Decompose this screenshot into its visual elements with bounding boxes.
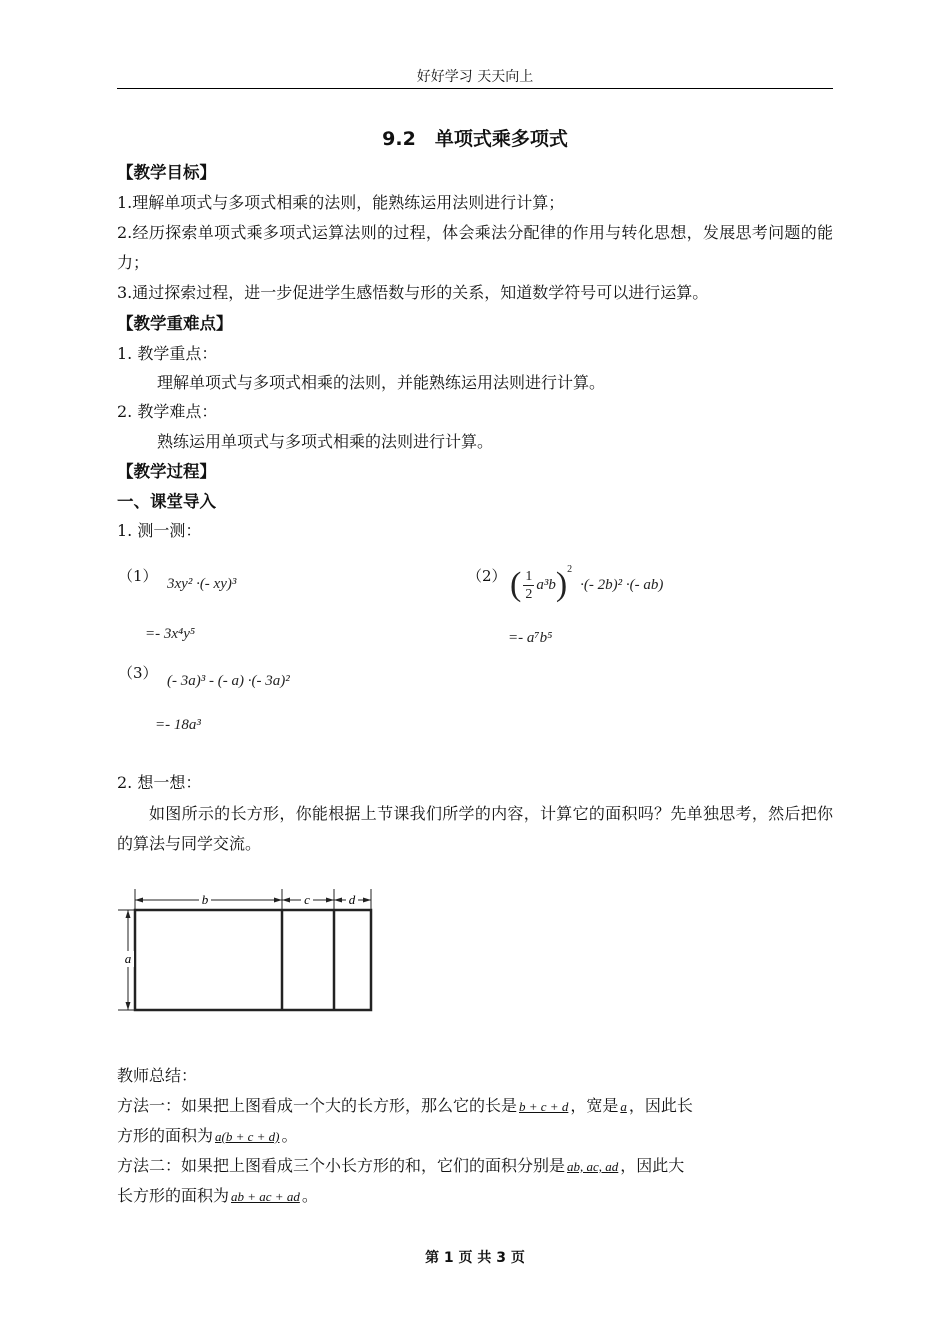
section-intro-heading: 一、课堂导入 xyxy=(117,492,216,511)
exercise-3-answer: =- 18a³ xyxy=(155,717,201,733)
difficulty-text: 熟练运用单项式与多项式相乘的法则进行计算。 xyxy=(157,432,494,451)
difficulty-label: 2. 教学难点： xyxy=(117,402,218,421)
label-b: b xyxy=(201,892,209,907)
label-a: a xyxy=(124,951,132,966)
label-c: c xyxy=(304,892,310,907)
exercise-3-number: （3） xyxy=(118,664,158,682)
process-heading: 【教学过程】 xyxy=(117,462,216,481)
exercise-1-expression: 3xy² ·(- xy)³ xyxy=(167,576,237,592)
method-2-line-2 xyxy=(117,1181,833,1212)
method-1-line-1 xyxy=(117,1091,833,1122)
exercise-3-expression: (- 3a)³ - (- a) ·(- 3a)² xyxy=(167,673,290,689)
focus-text: 理解单项式与多项式相乘的法则，并能熟练运用法则进行计算。 xyxy=(157,373,606,392)
exercise-2-expression: ( $\frac{1}{2}$ a³b ) $^2$ ·(- 2b)² ·(- ab) xyxy=(510,564,664,603)
exercise-2-tail: ·(- 2b)² ·(- ab) xyxy=(580,576,664,593)
method-1-tail: ，因此长 xyxy=(628,1096,693,1115)
method-1-line-2 xyxy=(117,1121,833,1152)
exercise-1-number: （1） xyxy=(118,567,158,585)
page-header: 好好学习 天天向上 xyxy=(416,69,534,85)
method-2-area-text: 长方形的面积为 xyxy=(117,1186,230,1205)
summary-label: 教师总结： xyxy=(117,1066,198,1085)
method-2-area-blank: ab + ac + ad xyxy=(231,1189,300,1204)
fraction-denominator: 2 xyxy=(525,586,533,602)
method-1-width-text: ，宽是 xyxy=(570,1096,619,1115)
exercise-2-answer: =- a⁷b⁵ xyxy=(508,630,553,646)
objective-2: 2.经历探索单项式乘多项式运算法则的过程，体会乘法分配律的作用与转化思想，发展思考问题的能力； xyxy=(117,223,833,272)
method-2-text: 方法二：如果把上图看成三个小长方形的和，它们的面积分别是 xyxy=(117,1156,566,1175)
fraction-numerator: 1 xyxy=(525,568,533,584)
keypoints-heading: 【教学重难点】 xyxy=(117,314,233,333)
test-label: 1. 测一测： xyxy=(117,521,202,540)
method-2-end: 。 xyxy=(301,1186,318,1205)
header-rule xyxy=(117,88,833,89)
method-1-text: 方法一：如果把上图看成一个大的长方形，那么它的长是 xyxy=(117,1096,518,1115)
lesson-title: 9.2 单项式乘多项式 xyxy=(382,128,568,150)
exercise-1-answer: =- 3x⁴y⁵ xyxy=(145,626,196,642)
exercise-2-number: （2） xyxy=(467,567,507,585)
method-1-length-blank: b + c + d xyxy=(519,1099,569,1114)
exercise-2-power: 2 xyxy=(567,564,573,575)
objective-1: 1.理解单项式与多项式相乘的法则，能熟练运用法则进行计算； xyxy=(117,193,565,212)
page-footer: 第 1 页 共 3 页 xyxy=(425,1250,525,1266)
think-text: 如图所示的长方形，你能根据上节课我们所学的内容，计算它的面积吗？先单独思考，然后把你的算法与同学交流。 xyxy=(117,804,833,853)
objective-3: 3.通过探索过程，进一步促进学生感悟数与形的关系，知道数学符号可以进行运算。 xyxy=(117,283,709,302)
label-d: d xyxy=(348,892,356,907)
fraction-variable: a³b xyxy=(536,576,556,593)
method-2-line-1 xyxy=(117,1151,833,1182)
think-label: 2. 想一想： xyxy=(117,773,202,792)
method-1-end: 。 xyxy=(281,1126,298,1145)
method-2-areas-blank: ab, ac, ad xyxy=(567,1159,619,1174)
method-2-tail: ，因此大 xyxy=(620,1156,685,1175)
method-1-area-blank: a(b + c + d) xyxy=(215,1129,280,1144)
objectives-heading: 【教学目标】 xyxy=(117,163,216,182)
method-1-width-blank: a xyxy=(620,1099,627,1114)
focus-label: 1. 教学重点： xyxy=(117,344,218,363)
rectangle-figure xyxy=(118,884,384,1018)
method-1-area-text: 方形的面积为 xyxy=(117,1126,214,1145)
